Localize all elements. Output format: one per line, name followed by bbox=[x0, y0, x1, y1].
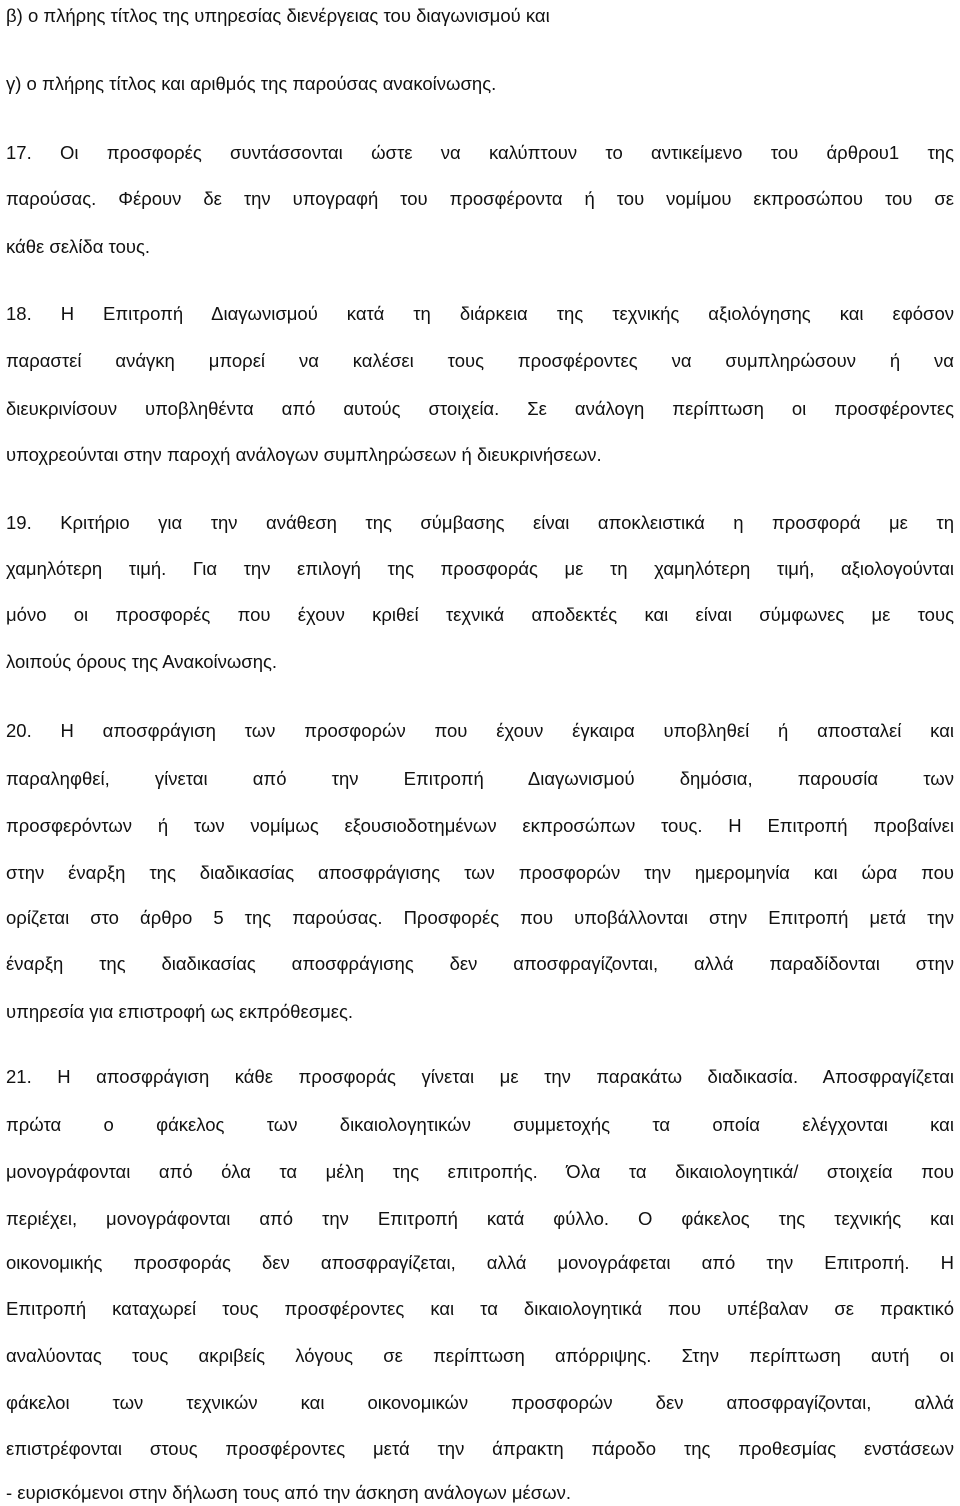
text-line: λοιπούς όρους της Ανακοίνωσης. bbox=[6, 651, 278, 672]
text-line: μόνο οι προσφορές που έχουν κριθεί τεχνικά αποδεκτές και είναι σύμφωνες με τους bbox=[6, 604, 954, 625]
text-line: μονογράφονται από όλα τα μέλη της επιτροπής. Όλα τα δικαιολογητικά/ στοιχεία που bbox=[6, 1161, 954, 1182]
text-line: 21. Η αποσφράγιση κάθε προσφοράς γίνεται με την παρακάτω διαδικασία. Αποσφραγίζεται bbox=[6, 1066, 954, 1087]
text-line: αναλύοντας τους ακριβείς λόγους σε περίπτωση απόρριψης. Στην περίπτωση αυτή οι bbox=[6, 1345, 954, 1366]
text-line: οικονομικής προσφοράς δεν αποσφραγίζεται, αλλά μονογράφεται από την Επιτροπή. Η bbox=[6, 1252, 954, 1273]
text-line: στην έναρξη της διαδικασίας αποσφράγισης των προσφορών την ημερομηνία και ώρα που bbox=[6, 862, 954, 883]
text-line: χαμηλότερη τιμή. Για την επιλογή της προσφοράς με τη χαμηλότερη τιμή, αξιολογούνται bbox=[6, 558, 954, 579]
text-line: 19. Κριτήριο για την ανάθεση της σύμβασης είναι αποκλειστικά η προσφορά με τη bbox=[6, 512, 954, 533]
text-line: - ευρισκόμενοι στην δήλωση τους από την άσκηση ανάλογων μέσων. bbox=[6, 1482, 571, 1503]
text-line: κάθε σελίδα τους. bbox=[6, 236, 151, 257]
text-line: υποχρεούνται στην παροχή ανάλογων συμπληρώσεων ή διευκρινήσεων. bbox=[6, 444, 602, 465]
text-line: 17. Οι προσφορές συντάσσονται ώστε να καλύπτουν το αντικείμενο του άρθρου1 της bbox=[6, 142, 954, 163]
text-line: 18. Η Επιτροπή Διαγωνισμού κατά τη διάρκεια της τεχνικής αξιολόγησης και εφόσον bbox=[6, 303, 954, 324]
text-line: φάκελοι των τεχνικών και οικονομικών προσφορών δεν αποσφραγίζονται, αλλά bbox=[6, 1392, 954, 1413]
text-line: διευκρινίσουν υποβληθέντα από αυτούς στοιχεία. Σε ανάλογη περίπτωση οι προσφέροντες bbox=[6, 398, 954, 419]
text-line: 20. Η αποσφράγιση των προσφορών που έχουν έγκαιρα υποβληθεί ή αποσταλεί και bbox=[6, 720, 954, 741]
text-line: β) ο πλήρης τίτλος της υπηρεσίας διενέργειας του διαγωνισμού και bbox=[6, 5, 550, 26]
text-line: υπηρεσία για επιστροφή ως εκπρόθεσμες. bbox=[6, 1001, 354, 1022]
text-line: περιέχει, μονογράφονται από την Επιτροπή κατά φύλλο. Ο φάκελος της τεχνικής και bbox=[6, 1208, 954, 1229]
text-line: παραστεί ανάγκη μπορεί να καλέσει τους προσφέροντες να συμπληρώσουν ή να bbox=[6, 350, 954, 371]
text-line: γ) ο πλήρης τίτλος και αριθμός της παρούσας ανακοίνωσης. bbox=[6, 73, 497, 94]
text-line: Επιτροπή καταχωρεί τους προσφέροντες και τα δικαιολογητικά που υπέβαλαν σε πρακτικό bbox=[6, 1298, 954, 1319]
text-line: προσφερόντων ή των νομίμως εξουσιοδοτημένων εκπροσώπων τους. Η Επιτροπή προβαίνει bbox=[6, 815, 954, 836]
text-line: ορίζεται στο άρθρο 5 της παρούσας. Προσφορές που υποβάλλονται στην Επιτροπή μετά την bbox=[6, 907, 954, 928]
text-line: παρούσας. Φέρουν δε την υπογραφή του προσφέροντα ή του νομίμου εκπροσώπου του σε bbox=[6, 188, 954, 209]
text-line: έναρξη της διαδικασίας αποσφράγισης δεν αποσφραγίζονται, αλλά παραδίδονται στην bbox=[6, 953, 954, 974]
text-line: πρώτα ο φάκελος των δικαιολογητικών συμμετοχής τα οποία ελέγχονται και bbox=[6, 1114, 954, 1135]
text-line: επιστρέφονται στους προσφέροντες μετά την άπρακτη πάροδο της προθεσμίας ενστάσεων bbox=[6, 1438, 954, 1459]
text-line: παραληφθεί, γίνεται από την Επιτροπή Διαγωνισμού δημόσια, παρουσία των bbox=[6, 768, 954, 789]
